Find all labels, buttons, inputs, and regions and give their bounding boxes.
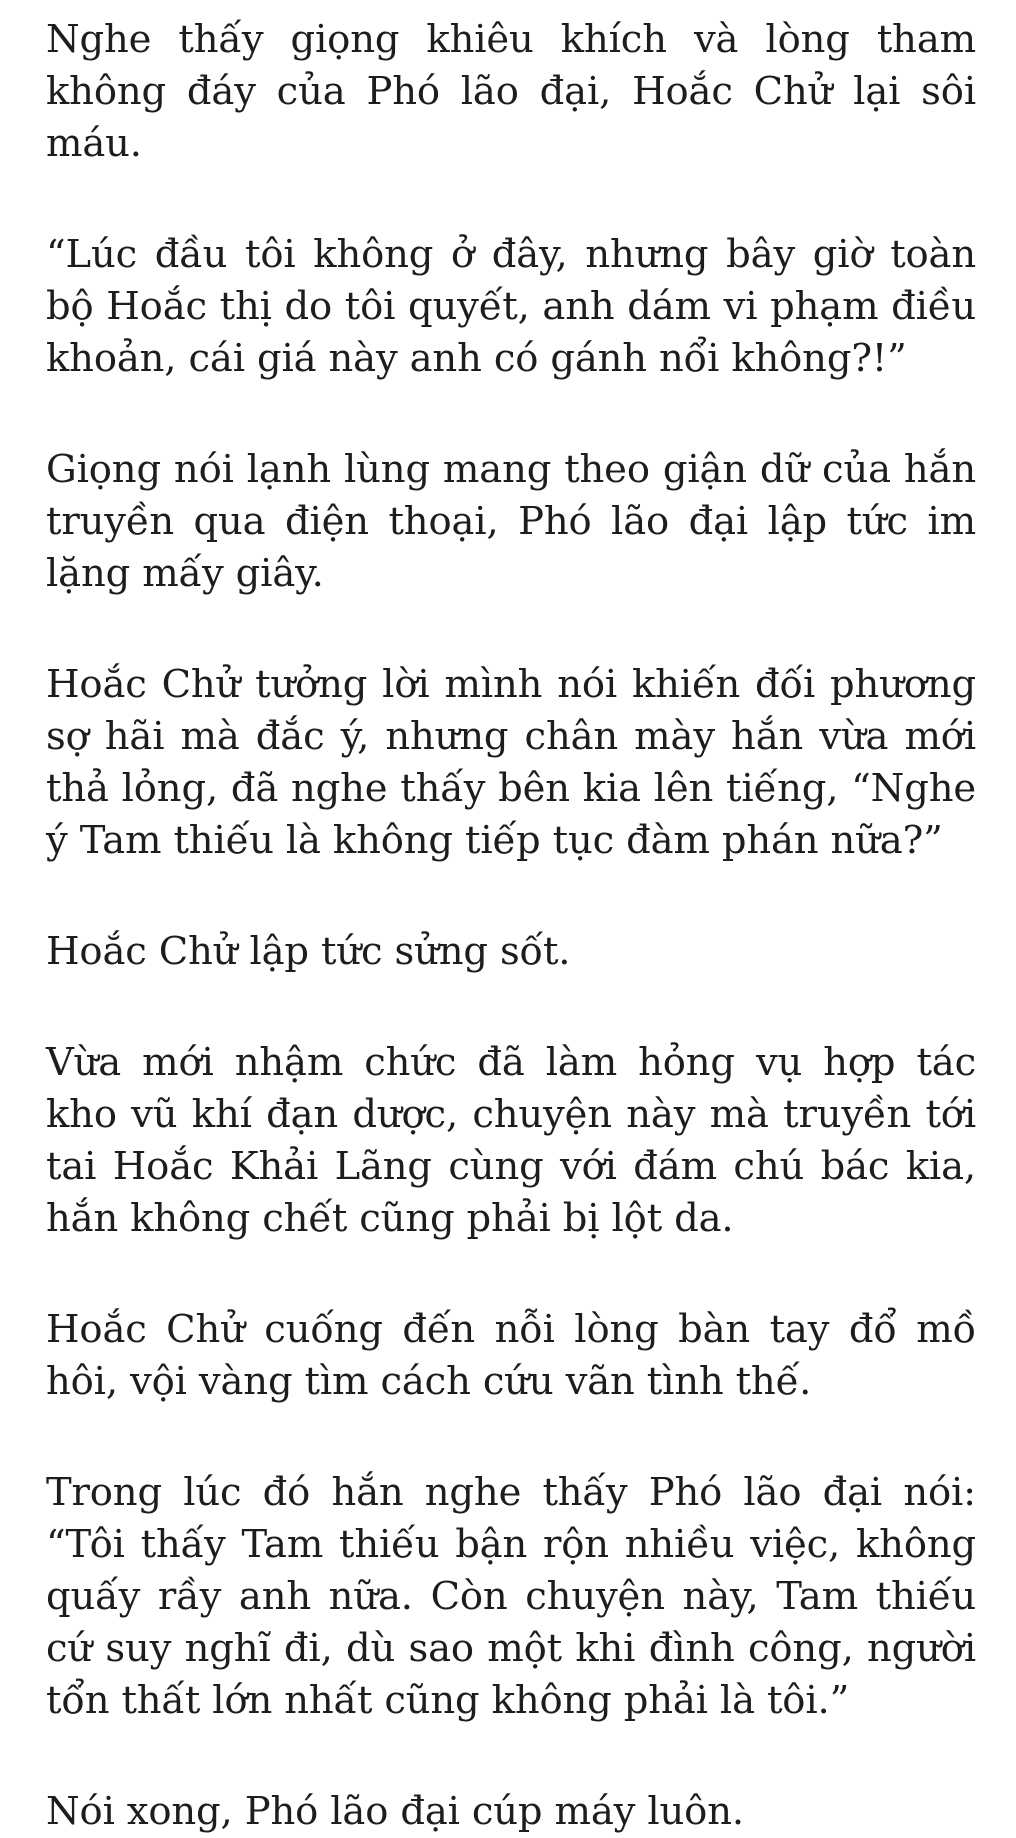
paragraph-3: Giọng nói lạnh lùng mang theo giận dữ của hắn truyền qua điện thoại, Phó lão đại lập tức im lặng mấy giây. [46,447,976,596]
paragraph-6: Vừa mới nhậm chức đã làm hỏng vụ hợp tác kho vũ khí đạn dược, chuyện này mà truyền tới tai Hoắc Khải Lãng cùng với đám chú bác kia, hắn không chết cũng phải bị lột da. [46,1040,976,1241]
story-text [46,14,976,1838]
paragraph-5: Hoắc Chử lập tức sửng sốt. [46,929,571,974]
paragraph-4: Hoắc Chử tưởng lời mình nói khiến đối phương sợ hãi mà đắc ý, nhưng chân mày hắn vừa mới thả lỏng, đã nghe thấy bên kia lên tiếng, “Nghe ý Tam thiếu là không tiếp tục đàm phán nữa?” [46,662,976,863]
paragraph-8: Trong lúc đó hắn nghe thấy Phó lão đại nói: “Tôi thấy Tam thiếu bận rộn nhiều việc, không quấy rầy anh nữa. Còn chuyện này, Tam thiếu cứ suy nghĩ đi, dù sao một khi đình công, người tổn thất lớn nhất cũng không phải là tôi.” [46,1470,976,1723]
paragraph-1: Nghe thấy giọng khiêu khích và lòng tham không đáy của Phó lão đại, Hoắc Chử lại sôi máu. [46,17,976,166]
paragraph-7: Hoắc Chử cuống đến nỗi lòng bàn tay đổ mồ hôi, vội vàng tìm cách cứu vãn tình thế. [46,1307,976,1404]
paragraph-2: “Lúc đầu tôi không ở đây, nhưng bây giờ toàn bộ Hoắc thị do tôi quyết, anh dám vi phạm điều khoản, cái giá này anh có gánh nổi không?!” [46,232,976,381]
paragraph-9: Nói xong, Phó lão đại cúp máy luôn. [46,1789,744,1834]
